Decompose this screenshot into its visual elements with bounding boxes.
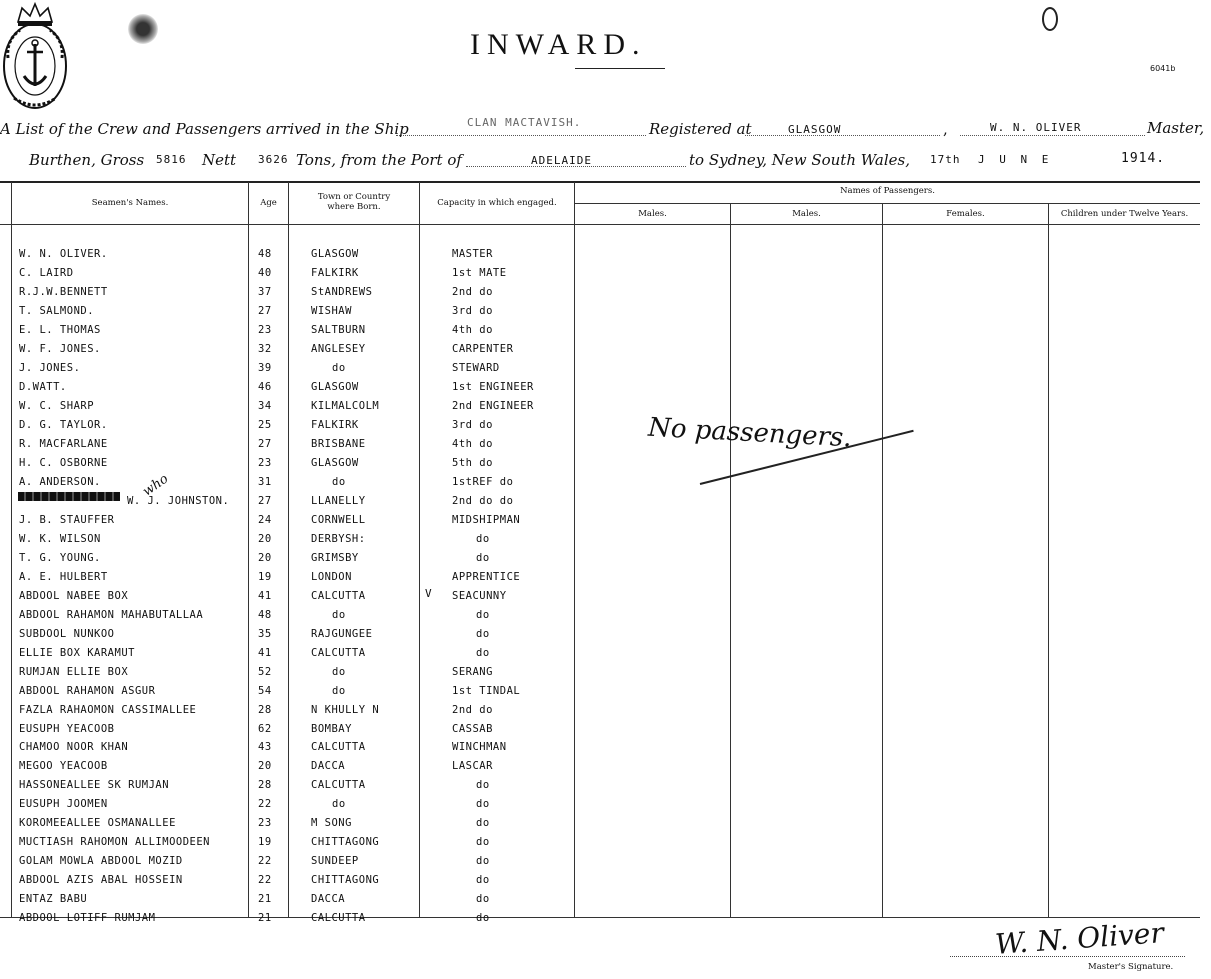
seaman-name: SUBDOOL NUNKOO: [19, 627, 115, 640]
crew-row: [0, 890, 1211, 909]
seaman-birthplace: BRISBANE: [311, 437, 366, 450]
seaman-name: ABDOOL RAHAMON ASGUR: [19, 684, 156, 697]
seaman-capacity: SEACUNNY: [452, 589, 507, 602]
form-number: 6041b: [1150, 64, 1176, 73]
registered-line: [745, 135, 940, 136]
seaman-birthplace: CALCUTTA: [311, 912, 366, 925]
seaman-capacity: 1st ENGINEER: [452, 380, 534, 393]
crew-row: [0, 264, 1211, 283]
seaman-age: 41: [258, 646, 272, 659]
col-header-capacity: Capacity in which engaged.: [437, 198, 557, 208]
seaman-age: 23: [258, 456, 272, 469]
seaman-capacity: do: [476, 836, 490, 849]
tons-from-label: Tons, from the Port of: [296, 151, 462, 169]
passenger-subheader-rule: [575, 203, 1200, 204]
seaman-birthplace: CHITTAGONG: [311, 836, 380, 849]
registered-at: GLASGOW: [788, 123, 842, 136]
seaman-birthplace: GLASGOW: [311, 248, 359, 260]
port-name: ADELAIDE: [531, 154, 592, 167]
seaman-age: 21: [258, 893, 272, 906]
seaman-capacity: 1st MATE: [452, 266, 507, 279]
crew-row: [0, 606, 1211, 625]
seaman-birthplace: KILMALCOLM: [311, 399, 380, 412]
seaman-name: C. LAIRD: [19, 266, 74, 279]
seaman-birthplace: CALCUTTA: [311, 589, 366, 602]
crew-row: [0, 416, 1211, 435]
seaman-birthplace: do: [332, 684, 346, 697]
crew-row: [0, 568, 1211, 587]
seaman-capacity: 2nd do do: [452, 494, 514, 507]
crew-row: [0, 492, 1211, 511]
seaman-capacity: 1stREF do: [452, 475, 514, 488]
seaman-name: MUCTIASH RAHOMON ALLIMOODEEN: [19, 836, 211, 849]
crew-row: [0, 245, 1211, 264]
seaman-capacity: do: [476, 646, 490, 659]
seaman-capacity: 1st TINDAL: [452, 684, 521, 697]
seaman-capacity: WINCHMAN: [452, 741, 507, 754]
crew-row: [0, 682, 1211, 701]
col-header-females: Females.: [946, 209, 985, 219]
seaman-birthplace: SUNDEEP: [311, 855, 359, 868]
seaman-name: R.J.W.BENNETT: [19, 285, 108, 298]
crew-row: [0, 833, 1211, 852]
punch-hole: [128, 14, 158, 44]
seaman-birthplace: do: [332, 798, 346, 811]
seaman-birthplace: BOMBAY: [311, 722, 352, 735]
seaman-age: 52: [258, 665, 272, 678]
seaman-capacity: do: [476, 551, 490, 564]
seaman-age: 19: [258, 836, 272, 849]
crew-row: [0, 738, 1211, 757]
seaman-age: 48: [258, 248, 272, 260]
master-name: W. N. OLIVER: [990, 121, 1082, 134]
seaman-age: 19: [258, 570, 272, 583]
seaman-capacity: CARPENTER: [452, 342, 514, 355]
seaman-birthplace: WISHAW: [311, 304, 352, 317]
crew-row: [0, 644, 1211, 663]
seaman-capacity: do: [476, 798, 490, 811]
seaman-age: 34: [258, 399, 272, 412]
ship-name-line: [396, 135, 646, 136]
seaman-birthplace: FALKIRK: [311, 266, 359, 279]
seaman-age: 20: [258, 551, 272, 564]
seaman-age: 41: [258, 589, 272, 602]
crew-row: [0, 530, 1211, 549]
crew-row: [0, 473, 1211, 492]
crew-row: [0, 720, 1211, 739]
seaman-birthplace: LLANELLY: [311, 494, 366, 507]
col-header-males: Males.: [792, 209, 821, 219]
crew-row: [0, 852, 1211, 871]
list-heading-text: A List of the Crew and Passengers arrived in the Ship: [0, 120, 409, 138]
no-passengers-note: No passengers.: [647, 412, 853, 454]
seaman-name: EUSUPH JOOMEN: [19, 798, 108, 811]
seaman-birthplace: StANDREWS: [311, 285, 373, 298]
seaman-capacity: do: [476, 893, 490, 906]
registered-label: Registered at: [649, 120, 752, 138]
signature-line: [950, 956, 1185, 957]
comma: ,: [943, 120, 948, 138]
crew-row: [0, 549, 1211, 568]
seaman-name: A. ANDERSON.: [19, 475, 101, 488]
crew-row: [0, 663, 1211, 682]
seaman-capacity: do: [476, 817, 490, 830]
seaman-name: E. L. THOMAS: [19, 323, 101, 336]
seaman-capacity: 5th do: [452, 456, 493, 469]
seaman-name: W. C. SHARP: [19, 399, 95, 412]
seaman-name: J. JONES.: [19, 361, 81, 374]
master-signature: W. N. Oliver: [994, 916, 1165, 961]
shipping-master-seal: [0, 0, 70, 115]
destination-label: to Sydney, New South Wales,: [689, 151, 910, 169]
seaman-age: 54: [258, 684, 272, 697]
seaman-birthplace: ANGLESEY: [311, 342, 366, 355]
crew-row: [0, 757, 1211, 776]
seaman-age: 39: [258, 361, 272, 374]
seaman-capacity: LASCAR: [452, 760, 493, 773]
struck-out-name: [18, 492, 120, 501]
seaman-name: ENTAZ BABU: [19, 893, 88, 906]
seaman-age: 31: [258, 475, 272, 488]
seaman-age: 22: [258, 874, 272, 887]
seaman-age: 46: [258, 380, 272, 393]
seaman-capacity: 4th do: [452, 437, 493, 450]
seaman-capacity: CASSAB: [452, 722, 493, 735]
seaman-name: ELLIE BOX KARAMUT: [19, 646, 135, 659]
seaman-age: 43: [258, 741, 272, 754]
seaman-capacity: SERANG: [452, 665, 493, 678]
seaman-name: MEGOO YEACOOB: [19, 760, 108, 773]
seaman-age: 37: [258, 285, 272, 298]
seaman-capacity: STEWARD: [452, 361, 500, 374]
who-annotation: who: [140, 471, 172, 500]
crew-row: [0, 454, 1211, 473]
arrival-day: 17th: [930, 153, 961, 166]
seaman-birthplace: FALKIRK: [311, 418, 359, 431]
seaman-capacity: do: [476, 627, 490, 640]
seaman-name: W. N. OLIVER.: [19, 248, 108, 260]
master-label: Master,: [1147, 119, 1205, 137]
seaman-capacity: do: [476, 779, 490, 792]
seaman-birthplace: DACCA: [311, 893, 346, 906]
seaman-age: 22: [258, 798, 272, 811]
seaman-name: ABDOOL AZIS ABAL HOSSEIN: [19, 874, 183, 887]
seaman-age: 28: [258, 779, 272, 792]
seaman-birthplace: GLASGOW: [311, 380, 359, 393]
seaman-capacity: 2nd ENGINEER: [452, 399, 534, 412]
crew-row: [0, 283, 1211, 302]
seaman-birthplace: CALCUTTA: [311, 741, 366, 754]
seaman-name: ABDOOL LOTIFF RUMJAM: [19, 912, 156, 925]
nett-label: Nett: [202, 151, 237, 169]
seaman-name: EUSUPH YEACOOB: [19, 722, 115, 735]
seaman-capacity: 2nd do: [452, 703, 493, 716]
title-underline: [575, 68, 665, 69]
seaman-age: 24: [258, 513, 272, 526]
crew-row: [0, 814, 1211, 833]
gross-tons: 5816: [156, 153, 187, 166]
seaman-age: 62: [258, 722, 272, 735]
signature-label: Master's Signature.: [1088, 962, 1174, 972]
crew-row: [0, 587, 1211, 606]
seaman-name: T. SALMOND.: [19, 304, 95, 317]
seaman-name: T. G. YOUNG.: [19, 551, 101, 564]
table-top-rule: [0, 181, 1200, 183]
seaman-birthplace: LONDON: [311, 570, 352, 583]
seaman-age: 21: [258, 912, 272, 925]
seaman-birthplace: RAJGUNGEE: [311, 627, 373, 640]
seaman-age: 27: [258, 437, 272, 450]
seaman-birthplace: do: [332, 665, 346, 678]
col-header-age: Age: [260, 198, 277, 208]
seaman-birthplace: DERBYSH:: [311, 532, 366, 545]
seaman-birthplace: CORNWELL: [311, 513, 366, 526]
crew-row: [0, 321, 1211, 340]
seaman-capacity: do: [476, 912, 490, 925]
seaman-capacity: do: [476, 608, 490, 621]
seaman-age: 23: [258, 323, 272, 336]
seaman-age: 40: [258, 266, 272, 279]
seaman-age: 27: [258, 494, 272, 507]
seaman-capacity: 3rd do: [452, 304, 493, 317]
ship-name: CLAN MACTAVISH.: [467, 116, 582, 129]
crew-row: [0, 359, 1211, 378]
seaman-age: 23: [258, 817, 272, 830]
seaman-age: 25: [258, 418, 272, 431]
seaman-name: W. F. JONES.: [19, 342, 101, 355]
seaman-name: ABDOOL RAHAMON MAHABUTALLAA: [19, 608, 204, 621]
seaman-capacity: do: [476, 855, 490, 868]
seaman-age: 35: [258, 627, 272, 640]
seaman-birthplace: CHITTAGONG: [311, 874, 380, 887]
seaman-birthplace: SALTBURN: [311, 323, 366, 336]
col-header-children: Children under Twelve Years.: [1060, 209, 1189, 219]
crew-row: [0, 511, 1211, 530]
seaman-capacity: 4th do: [452, 323, 493, 336]
seaman-capacity: do: [476, 532, 490, 545]
seaman-name: R. MACFARLANE: [19, 437, 108, 450]
page-title: INWARD.: [470, 28, 647, 61]
seaman-age: 32: [258, 342, 272, 355]
crew-row: [0, 701, 1211, 720]
seaman-birthplace: N KHULLY N: [311, 703, 380, 716]
nett-tons: 3626: [258, 153, 289, 166]
seaman-capacity: 3rd do: [452, 418, 493, 431]
seaman-age: 22: [258, 855, 272, 868]
crew-row: [0, 776, 1211, 795]
seaman-name: D.WATT.: [19, 380, 67, 393]
seaman-age: 20: [258, 532, 272, 545]
master-line: [960, 135, 1145, 136]
seaman-name: FAZLA RAHAOMON CASSIMALLEE: [19, 703, 197, 716]
seaman-name: W. K. WILSON: [19, 532, 101, 545]
seaman-birthplace: do: [332, 608, 346, 621]
tick-mark: V: [425, 587, 433, 600]
seaman-capacity: APPRENTICE: [452, 570, 521, 583]
seaman-age: 27: [258, 304, 272, 317]
seaman-capacity: MIDSHIPMAN: [452, 513, 521, 526]
seaman-name: A. E. HULBERT: [19, 570, 108, 583]
seaman-birthplace: DACCA: [311, 760, 346, 773]
seaman-name: RUMJAN ELLIE BOX: [19, 665, 129, 678]
seaman-birthplace: M SONG: [311, 817, 352, 830]
seaman-name: W. J. JOHNSTON.: [127, 494, 230, 507]
crew-row: [0, 625, 1211, 644]
crew-row: [0, 397, 1211, 416]
seaman-birthplace: do: [332, 361, 346, 374]
header-bottom-rule: [0, 224, 1200, 225]
seaman-name: KOROMEEALLEE OSMANALLEE: [19, 817, 176, 830]
seaman-name: GOLAM MOWLA ABDOOL MOZID: [19, 855, 183, 868]
seaman-name: ABDOOL NABEE BOX: [19, 589, 129, 602]
col-header-males: Males.: [638, 209, 667, 219]
col-header-names: Seamen's Names.: [91, 198, 169, 208]
seaman-name: H. C. OSBORNE: [19, 456, 108, 469]
crew-row: [0, 340, 1211, 359]
seaman-capacity: do: [476, 874, 490, 887]
seaman-birthplace: CALCUTTA: [311, 779, 366, 792]
crew-row: [0, 302, 1211, 321]
crew-row: [0, 378, 1211, 397]
arrival-month: J U N E: [978, 153, 1053, 166]
seaman-birthplace: do: [332, 475, 346, 488]
seaman-name: CHAMOO NOOR KHAN: [19, 741, 129, 754]
seaman-name: HASSONEALLEE SK RUMJAN: [19, 779, 170, 792]
seaman-capacity: MASTER: [452, 248, 493, 260]
punch-hole: [1042, 7, 1058, 31]
seaman-birthplace: GRIMSBY: [311, 551, 359, 564]
crew-row: [0, 871, 1211, 890]
seaman-name: D. G. TAYLOR.: [19, 418, 108, 431]
col-header-town: Town or Country where Born.: [317, 192, 391, 212]
crew-row: [0, 795, 1211, 814]
burthen-label: Burthen, Gross: [29, 151, 145, 169]
seaman-capacity: 2nd do: [452, 285, 493, 298]
seaman-age: 48: [258, 608, 272, 621]
seaman-age: 20: [258, 760, 272, 773]
seaman-name: J. B. STAUFFER: [19, 513, 115, 526]
seaman-birthplace: GLASGOW: [311, 456, 359, 469]
crew-row: [0, 435, 1211, 454]
seaman-birthplace: CALCUTTA: [311, 646, 366, 659]
arrival-year: 1914.: [1121, 151, 1166, 166]
seaman-age: 28: [258, 703, 272, 716]
col-header-passengers: Names of Passengers.: [840, 186, 935, 196]
